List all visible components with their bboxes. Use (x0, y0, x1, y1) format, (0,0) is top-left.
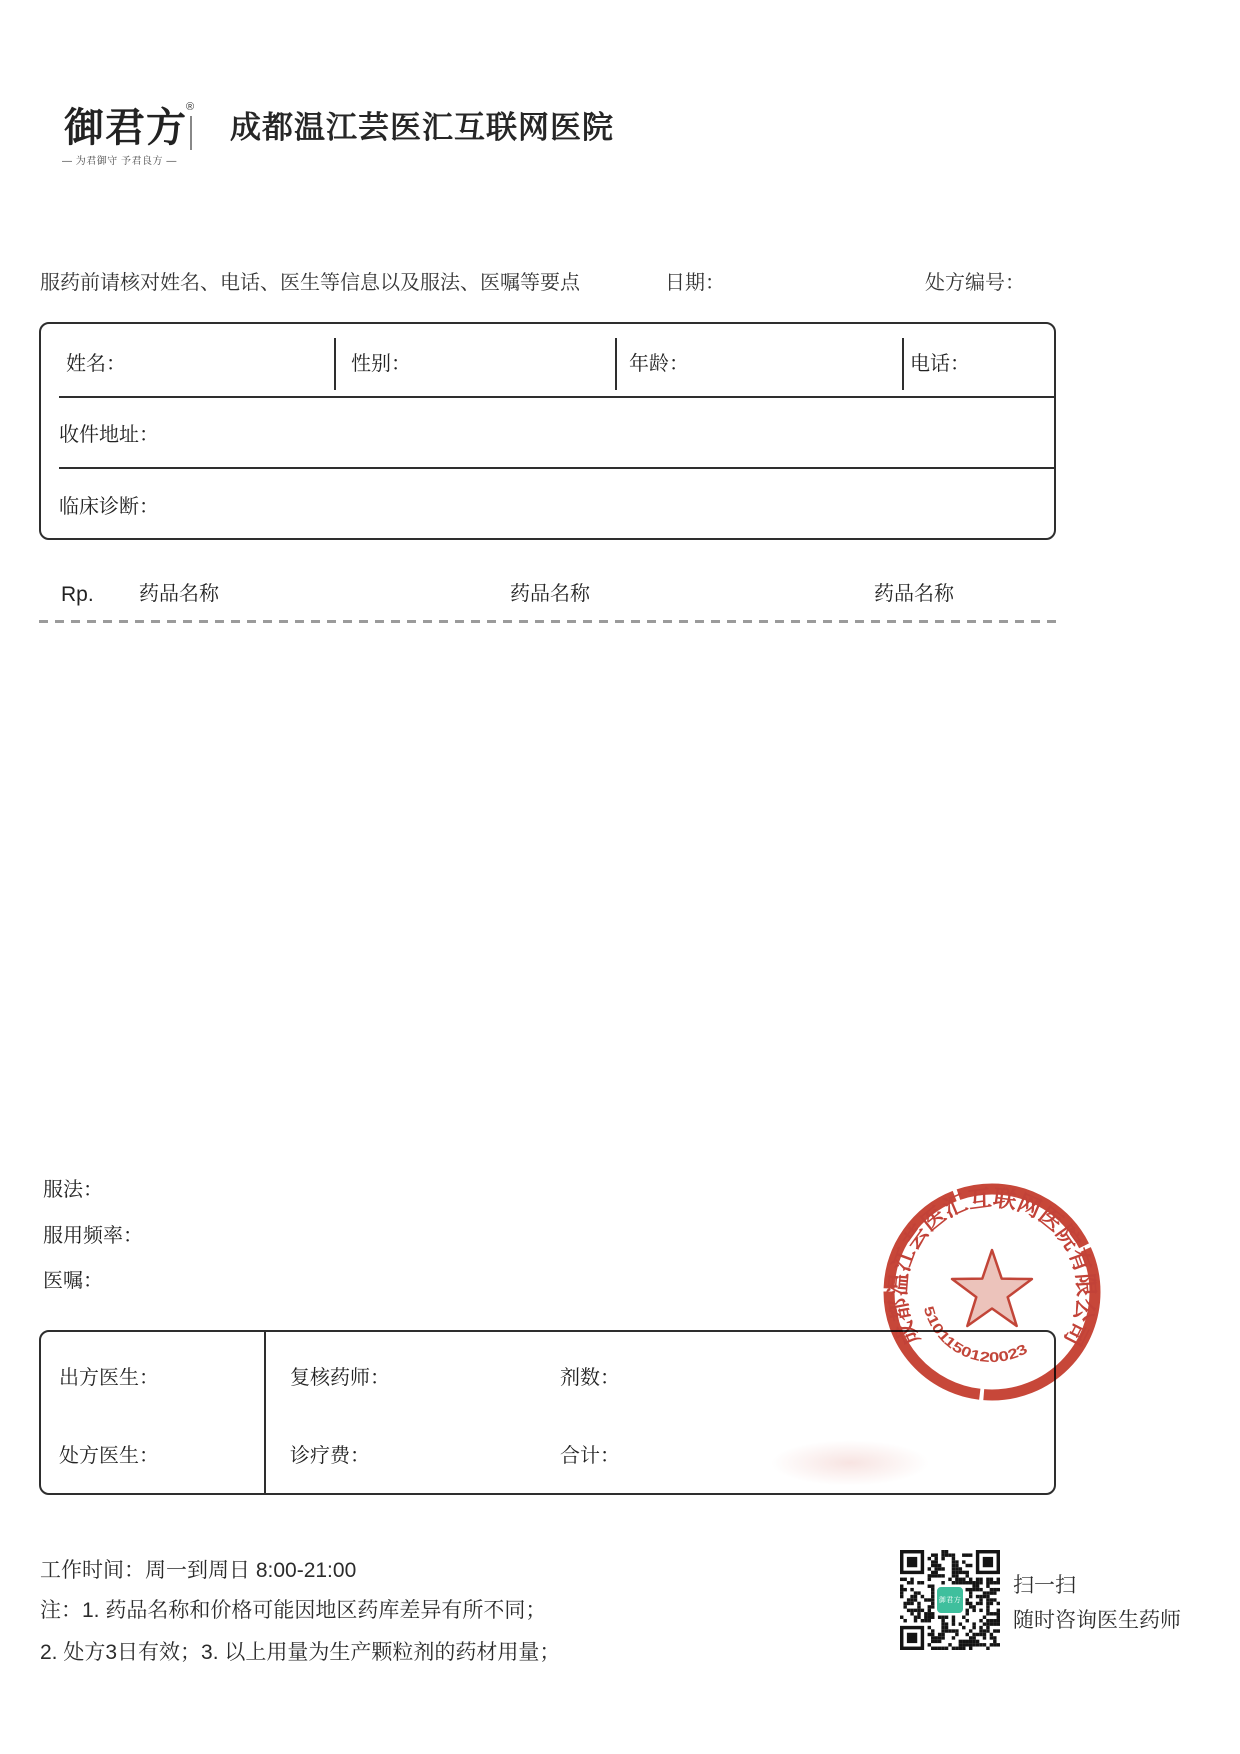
reviewing-pharmacist-label: 复核药师： (290, 1367, 390, 1389)
qr-center-badge (935, 1585, 965, 1615)
patient-name-label: 姓名： (66, 353, 126, 375)
prescribing-doctor-label: 处方医生： (59, 1445, 159, 1467)
patient-age-label: 年龄： (629, 353, 689, 375)
brand-tagline: — 为君御守 予君良方 — (62, 156, 177, 167)
scan-title: 扫一扫 (1013, 1574, 1076, 1597)
prescription-number-label: 处方编号： (925, 272, 1025, 294)
patient-info-box (39, 322, 1056, 540)
column-divider (902, 338, 904, 390)
qr-code (900, 1550, 1000, 1650)
patient-phone-label: 电话： (910, 353, 970, 375)
prescription-separator-dashed-line (39, 620, 1056, 623)
issuing-doctor-label: 出方医生： (59, 1367, 159, 1389)
drug-name-column-header: 药品名称 (510, 583, 590, 605)
rp-label: Rp. (61, 583, 94, 606)
scan-subtitle: 随时咨询医生药师 (1013, 1609, 1181, 1632)
check-instruction-text: 服药前请核对姓名、电话、医生等信息以及服法、医嘱等要点 (40, 272, 580, 294)
brand-logo: 御君方 (64, 106, 187, 150)
delivery-address-label: 收件地址： (59, 424, 159, 446)
stamp-company-name: 成都温江芸医汇互联网医院有限公司 (884, 1184, 1100, 1351)
doses-label: 剂数： (560, 1367, 620, 1389)
usage-method-label: 服法： (43, 1179, 103, 1201)
logo-seal-mark (190, 116, 192, 150)
usage-frequency-label: 服用频率： (43, 1225, 143, 1247)
clinical-diagnosis-label: 临床诊断： (59, 496, 159, 518)
note-line-1: 注：1. 药品名称和价格可能因地区药库差异有所不同； (40, 1599, 547, 1622)
working-hours-text: 工作时间：周一到周日 8:00-21:00 (40, 1559, 357, 1582)
row-divider (59, 396, 1054, 398)
stamp-serial-number: 5101150120023 (920, 1304, 1028, 1366)
hospital-official-stamp (872, 1172, 1112, 1412)
note-line-2: 2. 处方3日有效；3. 以上用量为生产颗粒剂的药材用量； (40, 1641, 561, 1664)
drug-name-column-header: 药品名称 (874, 583, 954, 605)
ink-smudge (770, 1440, 930, 1486)
column-divider (615, 338, 617, 390)
qr-badge-text: 御君方 (938, 1596, 962, 1604)
stamp-star-icon (952, 1250, 1032, 1326)
row-divider (59, 467, 1054, 469)
page-title: 成都温江芸医汇互联网医院 (230, 110, 614, 145)
doctor-advice-label: 医嘱： (43, 1270, 103, 1292)
drug-name-column-header: 药品名称 (139, 583, 219, 605)
column-divider (264, 1332, 266, 1493)
registered-trademark-mark: ® (186, 101, 195, 113)
date-label: 日期： (665, 272, 725, 294)
column-divider (334, 338, 336, 390)
consultation-fee-label: 诊疗费： (290, 1445, 370, 1467)
total-label: 合计： (560, 1445, 620, 1467)
patient-gender-label: 性别： (351, 353, 411, 375)
